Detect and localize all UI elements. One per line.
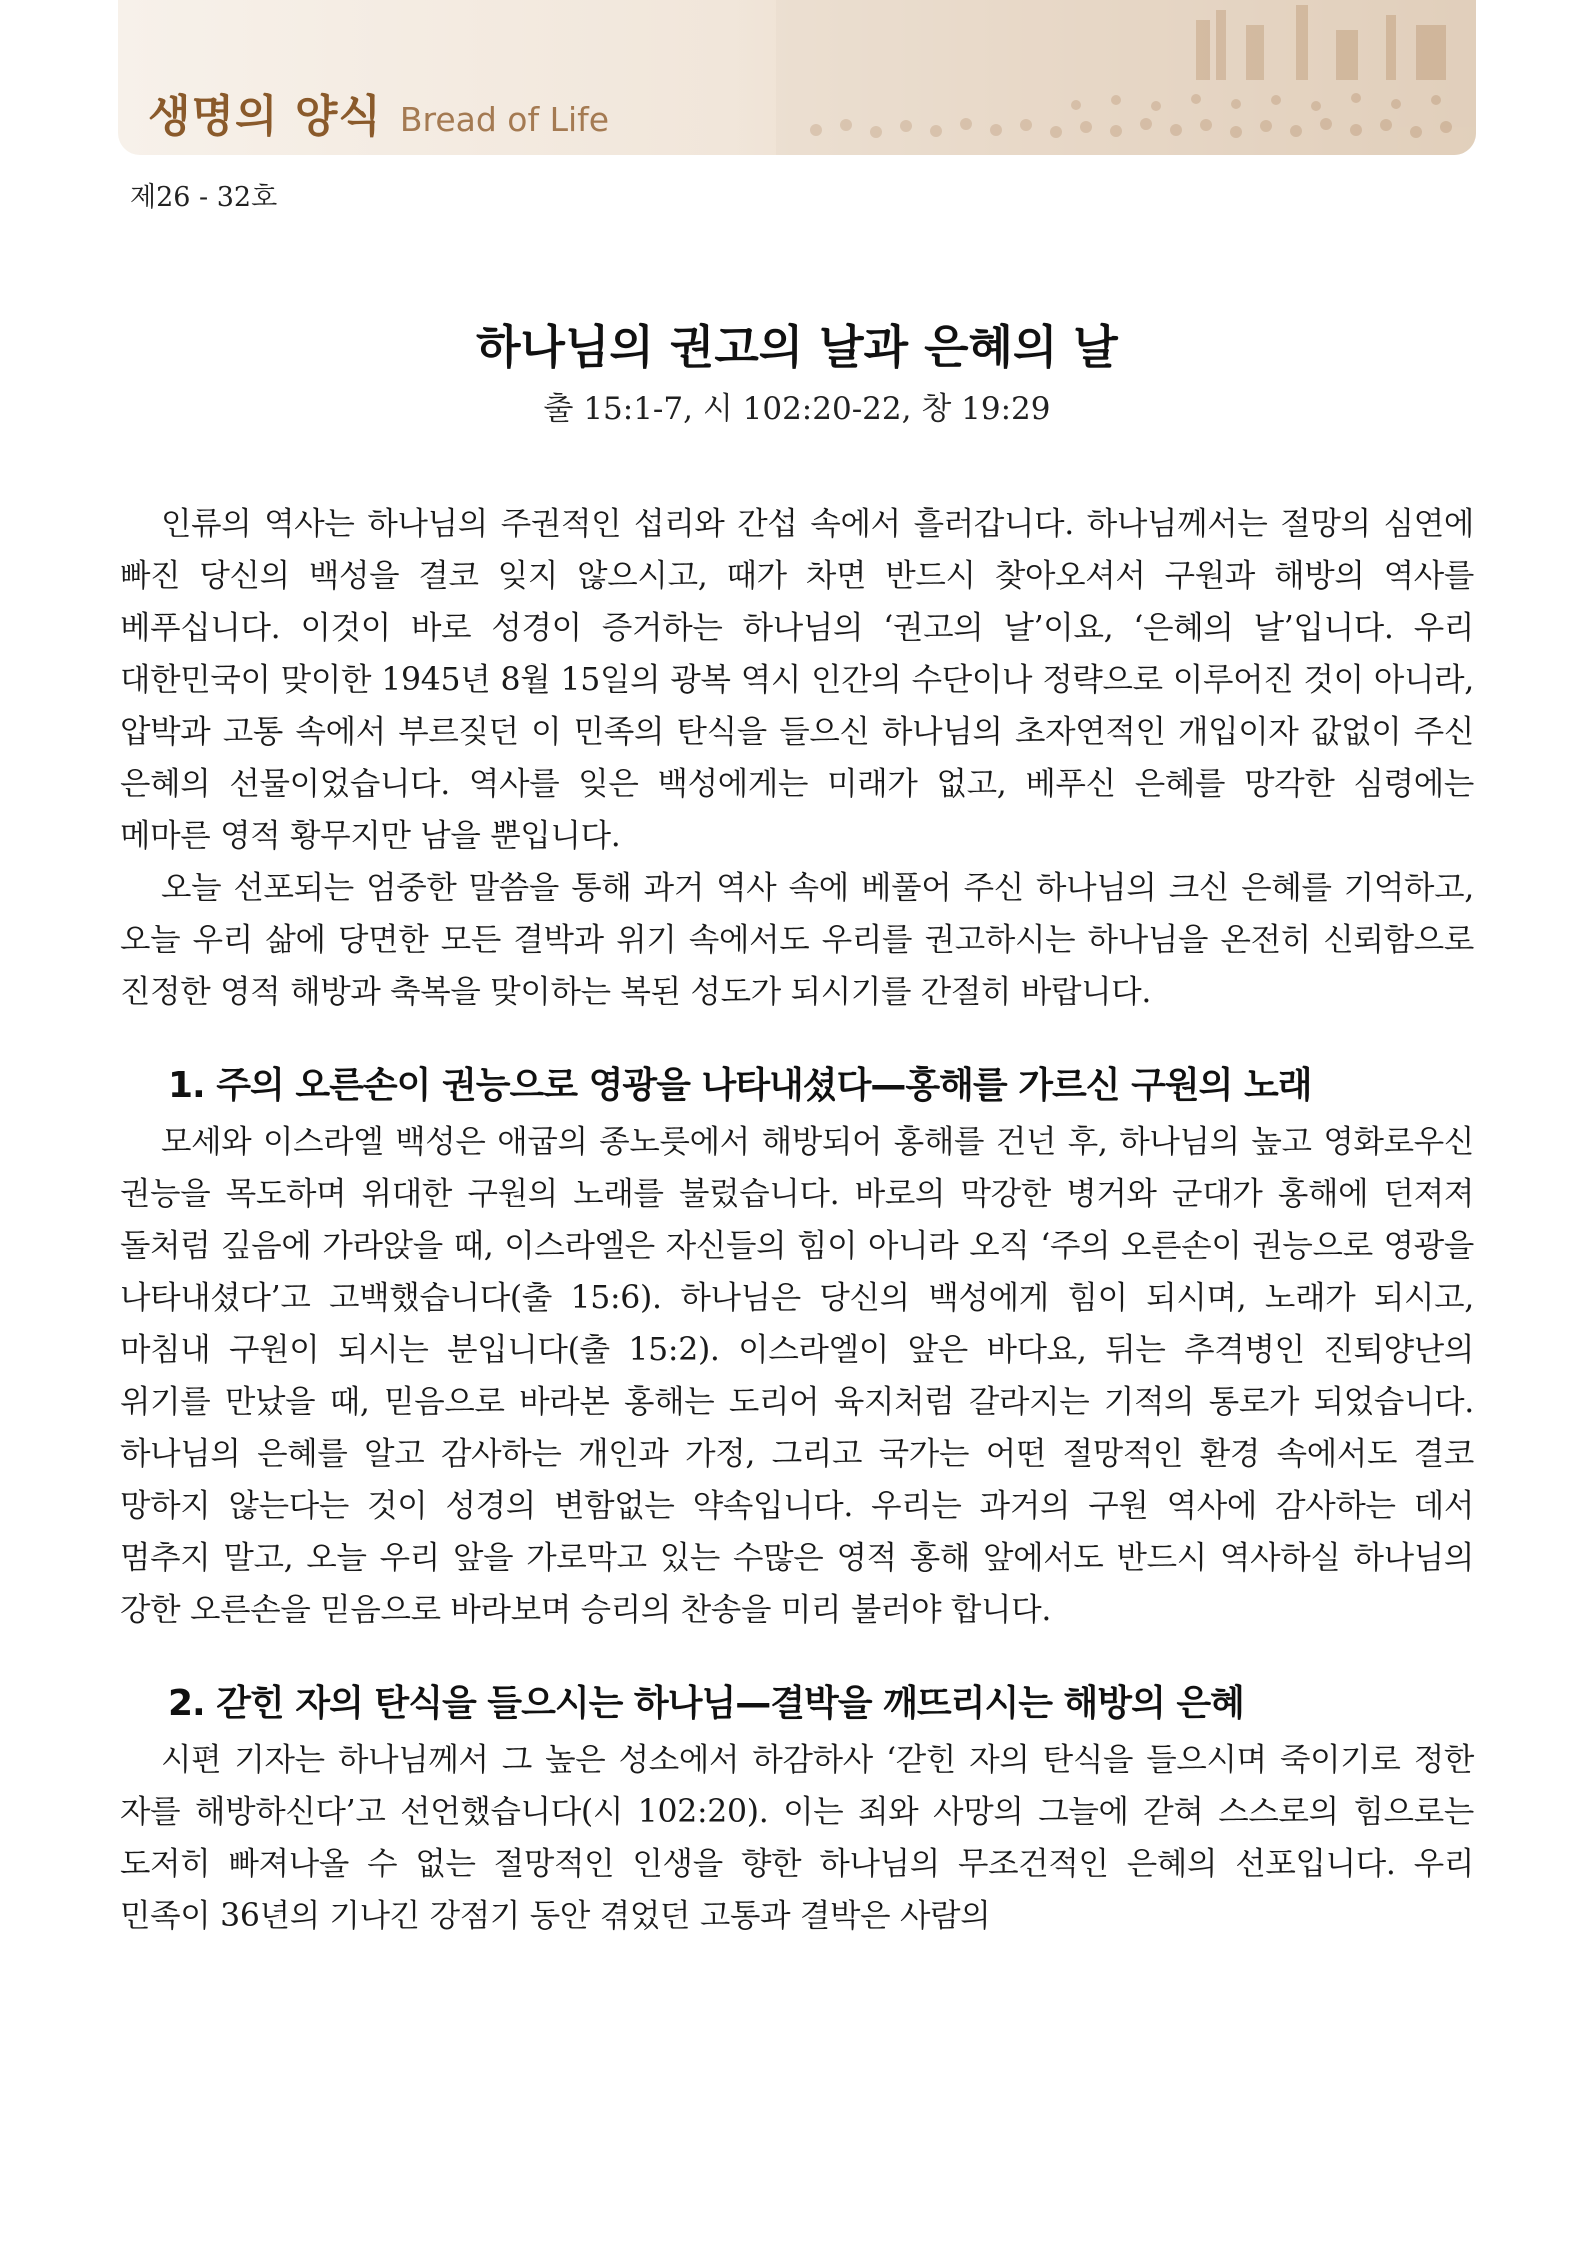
issue-number: 제26 - 32호 [130, 182, 278, 213]
section-1 [120, 1058, 1474, 1636]
header-title [148, 80, 609, 144]
header-title-english: Bread of Life [399, 100, 610, 139]
sermon-title: 하나님의 권고의 날과 은혜의 날 [476, 320, 1118, 374]
section-paragraph: 모세와 이스라엘 백성은 애굽의 종노릇에서 해방되어 홍해를 건넌 후, 하나님의 높고 영화로우신 권능을 목도하며 위대한 구원의 노래를 불렀습니다. 바로의 막강한 병거와 군대가 홍해에 던져져 돌처럼 깊음에 가라앉을 때, 이스라엘은 자신들의 힘이 아니라 오직 ‘주의 오른손이 권능으로 영광을 나타내셨다’고 고백했습니다(출 15:6). 하나님은 당신의 백성에게 힘이 되시며, 노래가 되시고, 마침내 구원이 되시는 분입니다(출 15:2). 이스라엘이 앞은 바다요, 뒤는 추격병인 진퇴양난의 위기를 만났을 때, 믿음으로 바라본 홍해는 도리어 육지처럼 갈라지는 기적의 통로가 되었습니다. 하나님의 은혜를 알고 감사하는 개인과 가정, 그리고 국가는 어떤 절망적인 환경 속에서도 결코 망하지 않는다는 것이 성경의 변함없는 약속입니다. 우리는 과거의 구원 역사에 감사하는 데서 멈추지 말고, 오늘 우리 앞을 가로막고 있는 수많은 영적 홍해 앞에서도 반드시 역사하실 하나님의 강한 오른손을 믿음으로 바라보며 승리의 찬송을 미리 불러야 합니다. [120, 1124, 1474, 1628]
sermon-body [120, 498, 1474, 1942]
header-banner [118, 0, 1476, 155]
scripture-reference: 출 15:1-7, 시 102:20-22, 창 19:29 [543, 391, 1051, 427]
sermon-title-block [120, 312, 1474, 432]
section-heading: 1. 주의 오른손이 권능으로 영광을 나타내셨다—홍해를 가르신 구원의 노래 [168, 1065, 1312, 1106]
section-heading: 2. 갇힌 자의 탄식을 들으시는 하나님—결박을 깨뜨리시는 해방의 은혜 [168, 1683, 1244, 1724]
intro-paragraph: 오늘 선포되는 엄중한 말씀을 통해 과거 역사 속에 베풀어 주신 하나님의 크신 은혜를 기억하고, 오늘 우리 삶에 당면한 모든 결박과 위기 속에서도 우리를 권고하시는 하나님을 온전히 신뢰함으로 진정한 영적 해방과 축복을 맞이하는 복된 성도가 되시기를 간절히 바랍니다. [120, 870, 1474, 1010]
header-title-korean: 생명의 양식 [148, 91, 382, 142]
section-2 [120, 1676, 1474, 1942]
section-paragraph: 시편 기자는 하나님께서 그 높은 성소에서 하감하사 ‘갇힌 자의 탄식을 들으시며 죽이기로 정한 자를 해방하신다’고 선언했습니다(시 102:20). 이는 죄와 사망의 그늘에 갇혀 스스로의 힘으로는 도저히 빠져나올 수 없는 절망적인 인생을 향한 하나님의 무조건적인 은혜의 선포입니다. 우리 민족이 36년의 기나긴 강점기 동안 겪었던 고통과 결박은 사람의 [120, 1742, 1474, 1934]
intro-paragraph: 인류의 역사는 하나님의 주권적인 섭리와 간섭 속에서 흘러갑니다. 하나님께서는 절망의 심연에 빠진 당신의 백성을 결코 잊지 않으시고, 때가 차면 반드시 찾아오셔서 구원과 해방의 역사를 베푸십니다. 이것이 바로 성경이 증거하는 하나님의 ‘권고의 날’이요, ‘은혜의 날’입니다. 우리 대한민국이 맞이한 1945년 8월 15일의 광복 역시 인간의 수단이나 정략으로 이루어진 것이 아니라, 압박과 고통 속에서 부르짖던 이 민족의 탄식을 들으신 하나님의 초자연적인 개입이자 값없이 주신 은혜의 선물이었습니다. 역사를 잊은 백성에게는 미래가 없고, 베푸신 은혜를 망각한 심령에는 메마른 영적 황무지만 남을 뿐입니다. [120, 506, 1474, 854]
crowd-photo-decoration [776, 0, 1476, 155]
